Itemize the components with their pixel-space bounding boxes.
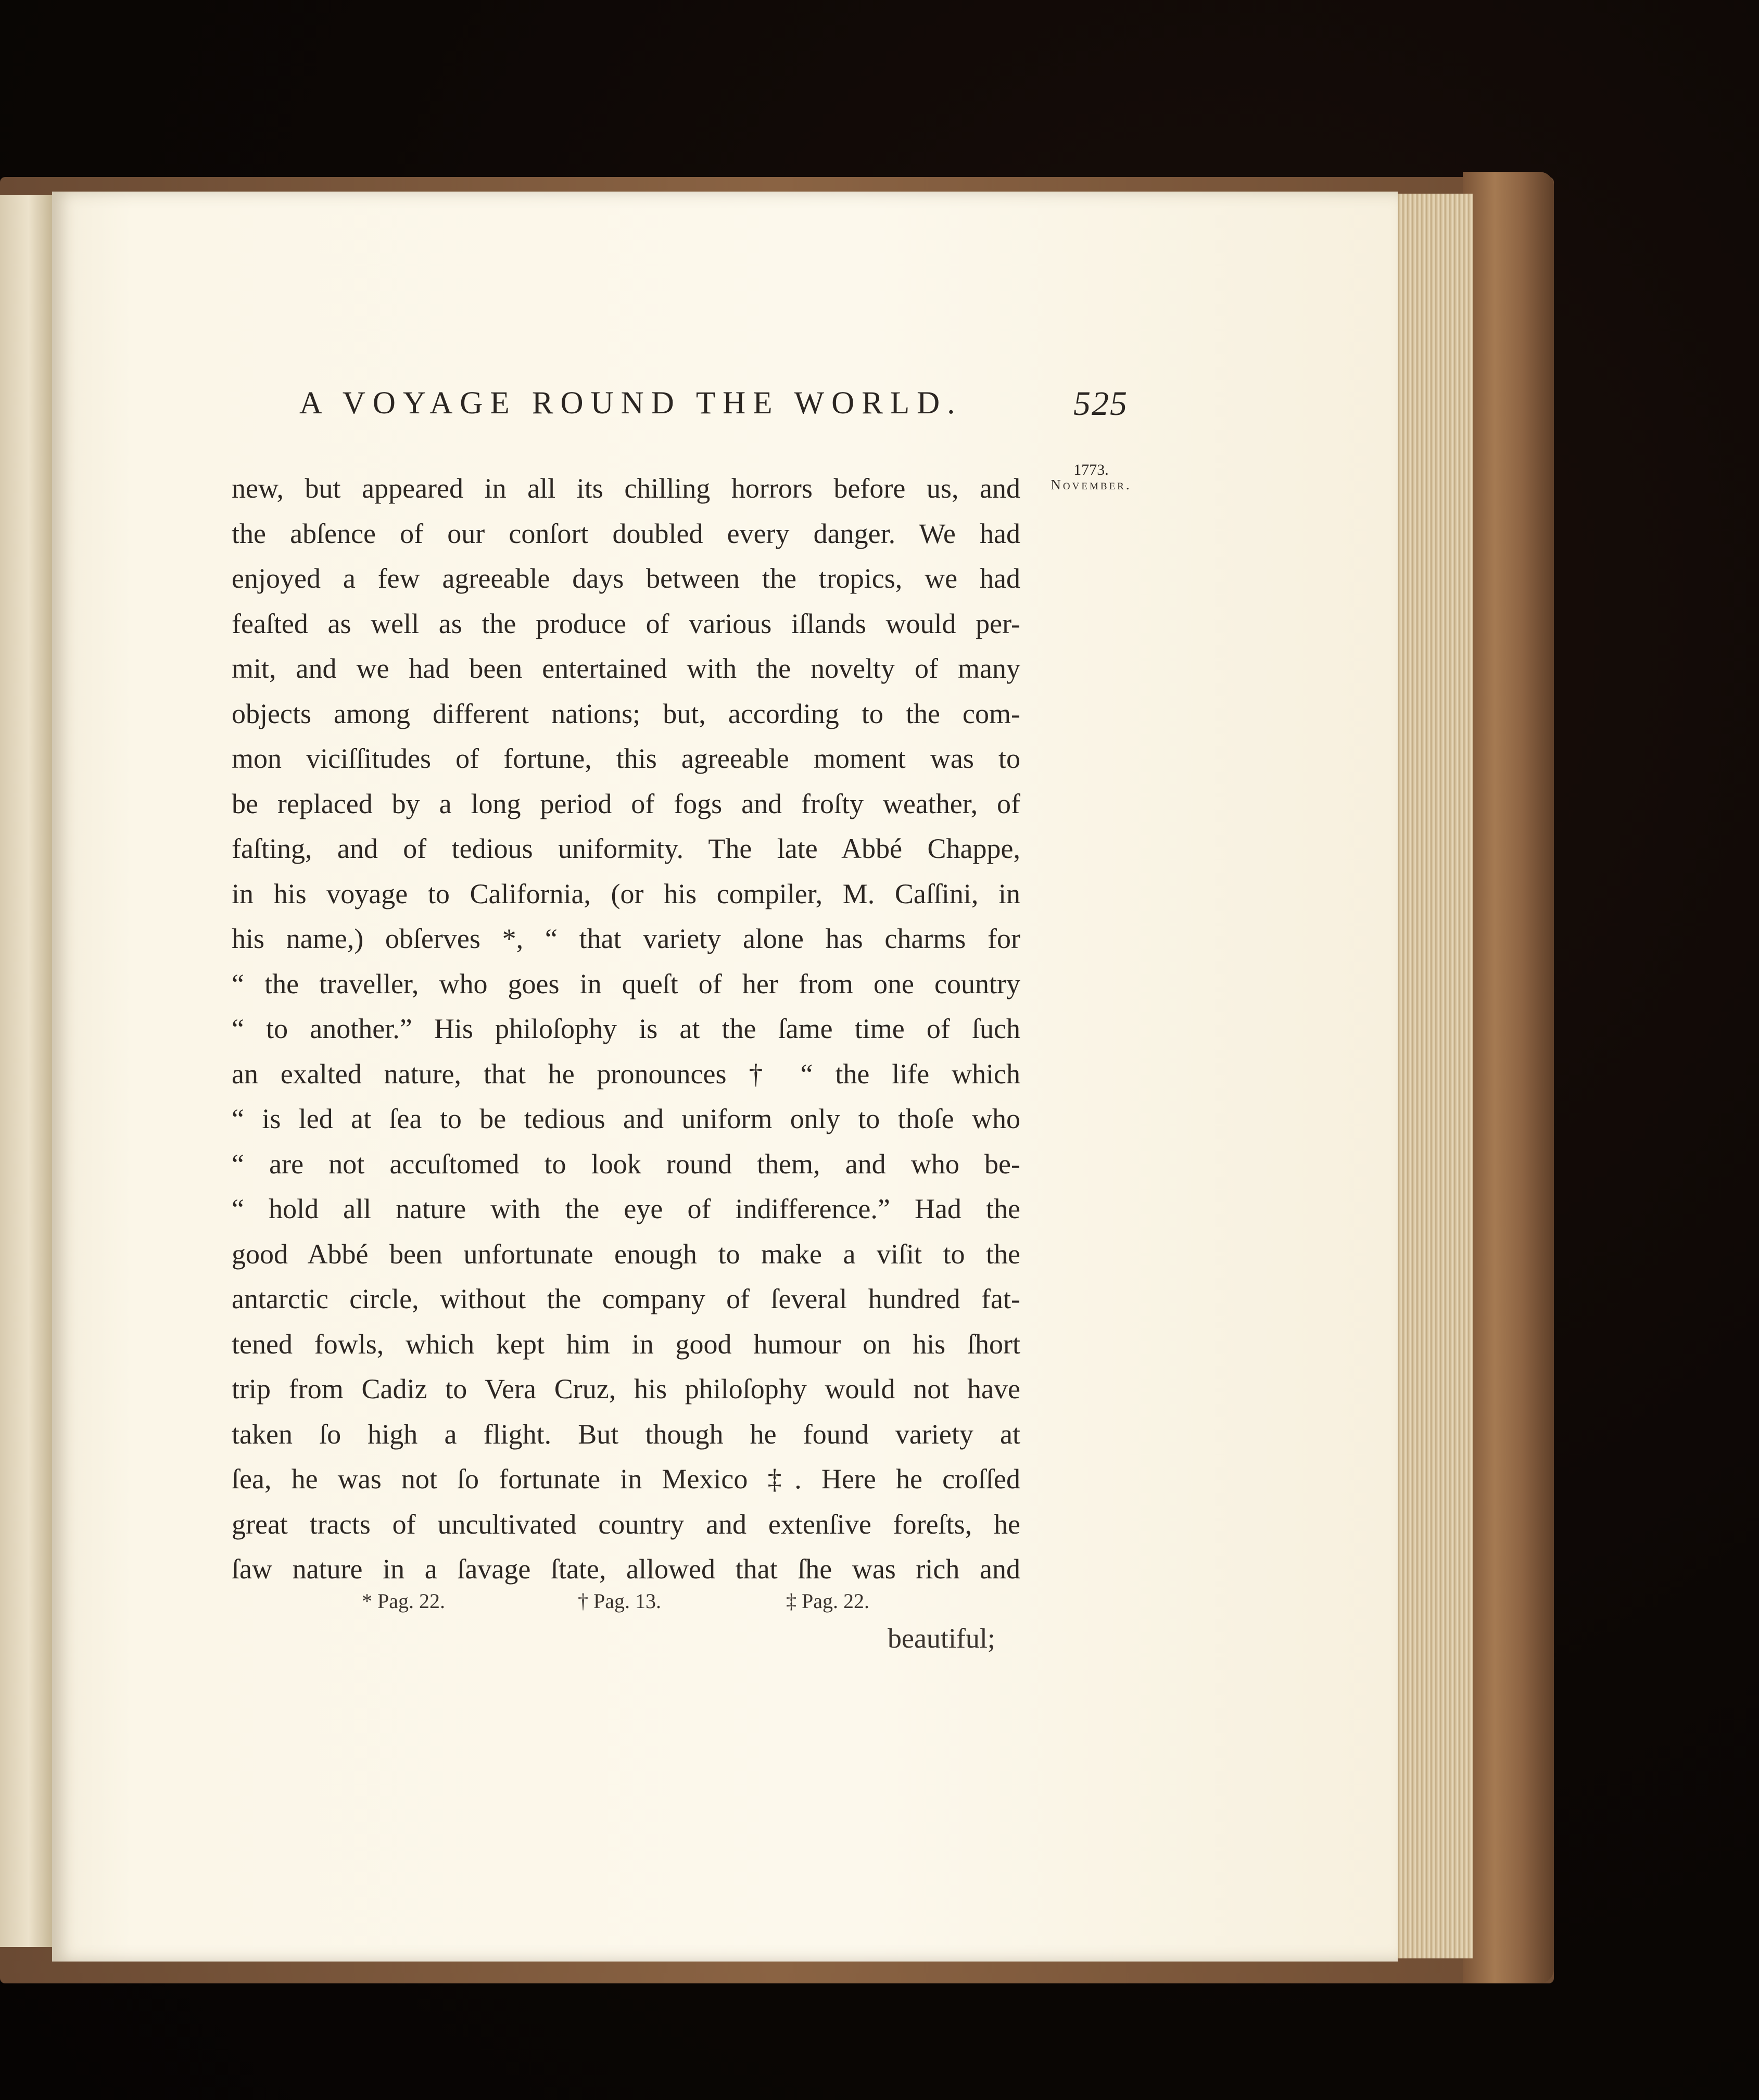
text-line: “ hold all nature with the eye of indifference.” Had the: [232, 1193, 1020, 1224]
text-line: in his voyage to California, (or his compiler, M. Caſſini, in: [232, 878, 1020, 909]
text-line: antarctic circle, without the company of ſeveral hundred fat-: [232, 1283, 1020, 1314]
margin-year: 1773.: [1073, 461, 1109, 478]
stacked-page-edges: [1395, 194, 1473, 1958]
text-line: trip from Cadiz to Vera Cruz, his philoſophy would not have: [232, 1373, 1020, 1405]
text-line: tened fowls, which kept him in good humour on his ſhort: [232, 1328, 1020, 1360]
text-line: his name,) obſerves *, “ that variety alone has charms for: [232, 923, 1020, 954]
text-line: mit, and we had been entertained with the novelty of many: [232, 653, 1020, 684]
text-line: feaſted as well as the produce of various iſlands would per-: [232, 608, 1020, 639]
text-line: new, but appeared in all its chilling horrors before us, and: [232, 473, 1020, 504]
footnote: ‡ Pag. 22.: [786, 1589, 869, 1613]
text-line: the abſence of our conſort doubled every danger. We had: [232, 517, 1020, 549]
left-page-edge: [0, 195, 54, 1947]
footnote: * Pag. 22.: [362, 1589, 445, 1613]
text-line: “ are not accuſtomed to look round them, and who be-: [232, 1148, 1020, 1180]
margin-month: November.: [1051, 477, 1132, 492]
footnote: † Pag. 13.: [578, 1589, 661, 1613]
book-fore-edge-binding: [1463, 172, 1554, 1983]
text-line: ſaw nature in a ſavage ſtate, allowed that ſhe was rich and: [232, 1553, 1020, 1585]
margin-date-note: [1039, 462, 1143, 492]
text-line: good Abbé been unfortunate enough to make a viſit to the: [232, 1238, 1020, 1270]
text-line: an exalted nature, that he pronounces † “ the life which: [232, 1058, 1020, 1090]
text-line: taken ſo high a flight. But though he found variety at: [232, 1418, 1020, 1450]
text-line: mon viciſſitudes of fortune, this agreeable moment was to: [232, 743, 1020, 774]
running-head: A VOYAGE ROUND THE WORLD.: [299, 386, 963, 421]
text-line: enjoyed a few agreeable days between the tropics, we had: [232, 563, 1020, 594]
text-line: be replaced by a long period of fogs and froſty weather, of: [232, 788, 1020, 819]
catchword: beautiful;: [888, 1623, 995, 1654]
text-line: “ is led at ſea to be tedious and uniform only to thoſe who: [232, 1103, 1020, 1134]
text-line: great tracts of uncultivated country and extenſive foreſts, he: [232, 1508, 1020, 1540]
text-line: faſting, and of tedious uniformity. The late Abbé Chappe,: [232, 833, 1020, 864]
text-line: “ the traveller, who goes in queſt of her from one country: [232, 968, 1020, 1000]
footnotes: [0, 1589, 1759, 1620]
text-line: objects among different nations; but, according to the com-: [232, 698, 1020, 729]
body-text: [232, 466, 1020, 1592]
page-number: 525: [1073, 385, 1128, 423]
text-line: “ to another.” His philoſophy is at the ſame time of ſuch: [232, 1013, 1020, 1044]
text-line: ſea, he was not ſo fortunate in Mexico ‡. Here he croſſed: [232, 1463, 1020, 1495]
